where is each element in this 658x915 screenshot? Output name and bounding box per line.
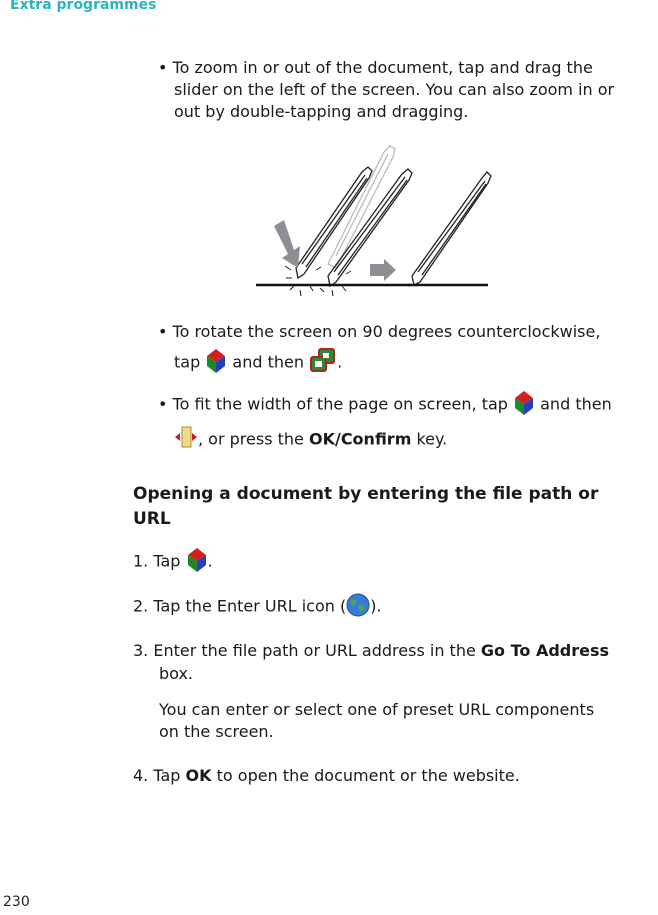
section-header: Extra programmes bbox=[10, 0, 157, 13]
fit-width-icon[interactable] bbox=[174, 425, 198, 449]
rotate-icon[interactable] bbox=[309, 348, 337, 374]
stylus-left bbox=[296, 167, 372, 278]
document-viewer-icon-2[interactable] bbox=[513, 390, 535, 416]
step-3-line2: box. bbox=[159, 664, 194, 683]
step-2: 2. Tap the Enter URL icon ( ). bbox=[133, 595, 382, 619]
zoom-bullet-line2: slider on the left of the screen. You can also zoom in or bbox=[174, 80, 615, 99]
stylus-right bbox=[412, 172, 491, 285]
right-arrow bbox=[370, 259, 396, 281]
fit-bullet-line1: • To fit the width of the page on screen, tap and then bbox=[158, 392, 612, 418]
rotate-bullet-line2: tap and then . bbox=[174, 350, 342, 376]
stylus-illustration bbox=[250, 140, 500, 300]
document-viewer-icon-3[interactable] bbox=[186, 547, 208, 573]
step-3-note-line2: on the screen. bbox=[159, 722, 274, 741]
document-viewer-icon[interactable] bbox=[205, 348, 227, 374]
step-3-line1: 3. Enter the file path or URL address in the Go To Address bbox=[133, 641, 610, 660]
section-heading-line1: Opening a document by entering the file path or bbox=[133, 484, 599, 504]
down-arrow bbox=[274, 220, 300, 268]
page-number: 230 bbox=[3, 894, 30, 910]
globe-icon[interactable] bbox=[346, 593, 370, 617]
step-4: 4. Tap OK to open the document or the website. bbox=[133, 766, 520, 785]
zoom-bullet-line3: out by double-tapping and dragging. bbox=[174, 102, 469, 121]
section-heading-line2: URL bbox=[133, 509, 171, 529]
zoom-bullet-line1: • To zoom in or out of the document, tap and drag the bbox=[158, 58, 593, 77]
rotate-bullet-line1: • To rotate the screen on 90 degrees counterclockwise, bbox=[158, 322, 601, 341]
step-1: 1. Tap . bbox=[133, 549, 213, 575]
step-3-note-line1: You can enter or select one of preset URL components bbox=[159, 700, 595, 719]
fit-bullet-line2: , or press the OK/Confirm key. bbox=[174, 428, 447, 452]
